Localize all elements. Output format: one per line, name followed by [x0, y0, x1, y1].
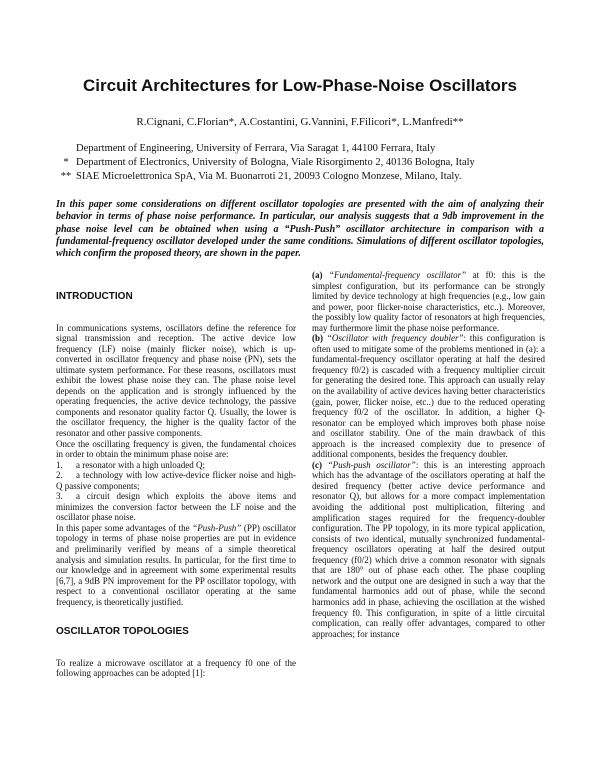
affiliation-mark: ** [60, 171, 72, 182]
intro-paragraph-2: Once the oscillating frequency is given, the fundamental choices in order to obtain the minimum phase noise are: [56, 438, 296, 460]
affiliation-1 [56, 143, 560, 154]
item-a-title: “Fundamental-frequency oscillator” [328, 270, 467, 280]
affiliation-2 [56, 157, 560, 168]
affiliation-mark: * [63, 157, 69, 168]
section-heading-oscillator-topologies: OSCILLATOR TOPOLOGIES [56, 626, 189, 638]
author-list: R.Cignani, C.Florian*, A.Costantini, G.Vannini, F.Filicori*, L.Manfredi** [136, 116, 464, 128]
section-heading-introduction: INTRODUCTION [56, 291, 133, 302]
item-b-title: “Oscillator with frequency doubler” [326, 333, 464, 344]
list-number: 3. [56, 491, 63, 502]
item-c-text: : this is an interesting approach which has the advantage of the oscillators operating at half the desired frequency (better active device performance and resonator Q), but allows for a more compact implementation avoiding the additional post multiplication, filtering and amplification stages required for the frequency-doubler configuration. The PP topology, in its more typical application, consists of two identical, mutually synchronized fundamental-frequency oscillators operating at half the desired output frequency (f0/2) which drive a common resonator with signals that are 180° out of phase each other. The phase coupling network and the output one are designed in such a way that the fundamental harmonics add out of phase, while the second harmonics add in phase, achieving the oscillation at the wished frequency f0. This configuration, in spite of a little circuital complication, can really offer advantages, compared to other approaches; for instance [312, 459, 545, 639]
affiliation-text: Department of Electronics, University of Bologna, Viale Risorgimento 2, 40136 Bologna, Italy [76, 157, 475, 168]
list-text: a resonator with a high unloaded Q; [76, 459, 205, 470]
list-item [56, 460, 296, 471]
intro-p3-italic: “Push-Push” [192, 522, 242, 533]
affiliation-text: SIAE Microelettronica SpA, Via M. Buonarroti 21, 20093 Cologno Monzese, Milano, Italy. [76, 171, 462, 182]
item-c-title: “Push-push oscillator” [327, 459, 416, 470]
affiliation-text: Department of Engineering, University of Ferrara, Via Saragat 1, 44100 Ferrara, Italy [76, 143, 436, 154]
list-item [56, 470, 296, 491]
list-number: 2. [56, 470, 63, 481]
item-c-label: (c) [312, 459, 322, 470]
list-text: a technology with low active-device flicker noise and high-Q passive components; [56, 470, 296, 491]
item-a-text: at f0: this is the simplest configuration, but its performance can be strongly limited by device technology at high frequencies (e.g., low gain and power, poor flicker-noise characteristics, etc..). Moreover, the possibly low quality factor of resonators at high frequencies, may furthermore limit the phase noise performance. [312, 270, 546, 333]
list-item [56, 491, 296, 523]
intro-p3-text-b: (PP) oscillator topology in terms of phase noise properties are put in evidence and preliminarily verified by means of a simple theoretical analysis and simulation results. In particular, for the first time to our knowledge and in agreement with some experimental results [6,7], a 9dB PN improvement for the PP oscillator topology, with respect to a conventional oscillator operating at the same frequency, is theoretically justified. [56, 522, 296, 607]
intro-paragraph-3 [56, 523, 296, 607]
affiliation-3 [56, 171, 560, 182]
paper-title: Circuit Architectures for Low-Phase-Noise Oscillators [83, 76, 517, 95]
abstract: In this paper some considerations on different oscillator topologies are presented with the aim of analyzing their behavior in terms of phase noise performance. In particular, our analysis suggests that a 9db improvement in the phase noise level can be obtained when using a “Push-Push” oscillator architecture in comparison with a fundamental-frequency oscillator developed under the same conditions. Simulations of different oscillator topologies, which confirm the proposed theory, are shown in the paper. [56, 199, 544, 260]
item-b-text: : this configuration is often used to mitigate some of the problems mentioned in (a): a fundamental-frequency oscillator operating at half the desired frequency f0/2) is cascaded with a frequency multiplier circuit for generating the desired tone. This approach can usually relay on the availability of active devices having better characteristics (gain, power, flicker noise, etc..) due to the reduced operating frequency f0/2 of the oscillator. In addition, a higher Q-resonator can be employed which improves both phase noise and oscillator stability. One of the main drawback of this approach is the increased complexity due to presence of additional components, besides the frequency doubler. [312, 333, 546, 460]
topologies-paragraph-1: To realize a microwave oscillator at a frequency f0 one of the following approaches can be adopted [1]: [56, 657, 296, 679]
left-column [56, 270, 296, 679]
intro-paragraph-1: In communications systems, oscillators define the reference for signal transmission and reception. The active device low frequency (LF) noise (mainly flicker noise), which is up-converted in oscillator frequency and phase noise (PN), sets the ultimate system performance. For these reasons, oscillators must exhibit the lowest phase noise they can. The phase noise level depends on the application and is strongly influenced by the operating frequencies, the active device technology, the passive components and resonator quality factor Q. Usually, the lower is the oscillator frequency, the higher is the quality factor of the resonator and other passive components. [56, 322, 296, 439]
item-a [312, 270, 545, 333]
intro-p3-text-a: In this paper some advantages of the [56, 522, 193, 533]
item-c [312, 460, 545, 639]
item-b [312, 333, 545, 460]
list-number: 1. [56, 459, 63, 470]
item-a-label: (a) [312, 270, 323, 280]
item-b-label: (b) [312, 333, 323, 344]
list-text: a circuit design which exploits the above items and minimizes the conversion factor between the LF noise and the oscillator phase noise. [56, 491, 296, 523]
right-column [312, 270, 545, 639]
